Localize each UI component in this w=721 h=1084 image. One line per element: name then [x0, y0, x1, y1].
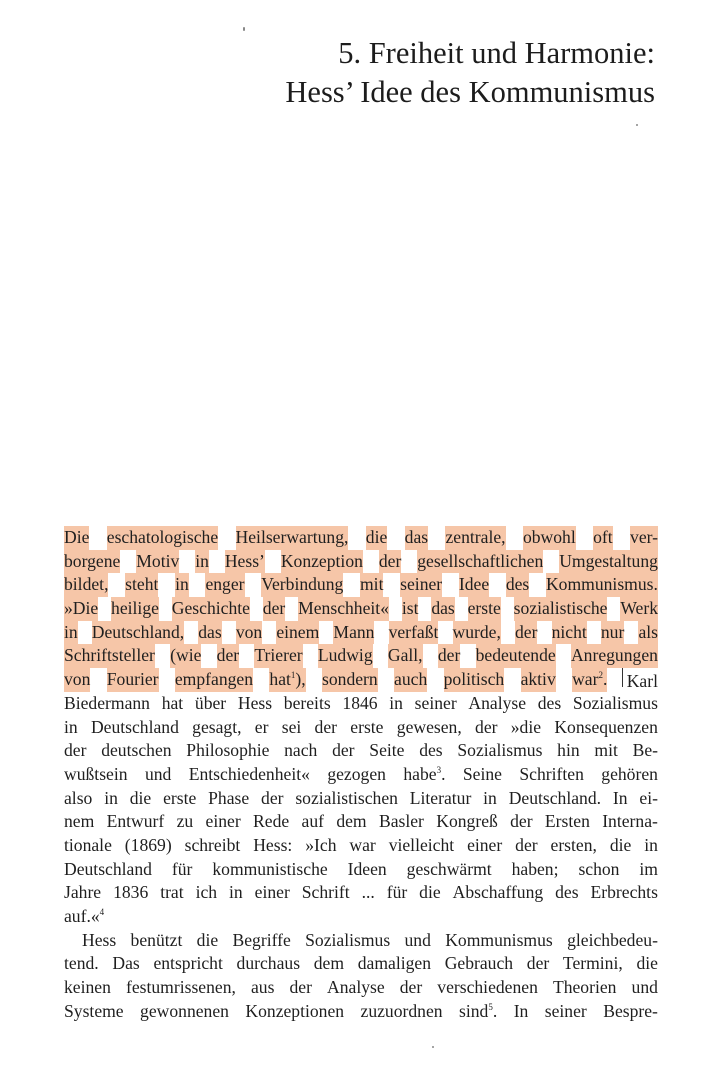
word: die: [609, 834, 632, 855]
word: für: [386, 882, 408, 903]
word: in: [64, 716, 78, 737]
word: der: [515, 621, 537, 645]
word: der: [526, 953, 550, 974]
word: geschwärmt: [406, 858, 492, 879]
text-line: [64, 787, 658, 811]
word: Trierer: [254, 644, 302, 668]
text-line: [64, 763, 658, 787]
word: nem: [64, 811, 95, 832]
word: in: [104, 787, 118, 808]
word: verschiedenen: [437, 977, 538, 998]
chapter-title: [285, 34, 655, 112]
word: gewesen,: [396, 716, 462, 737]
word: der: [332, 740, 355, 761]
word: Schriften: [519, 763, 584, 784]
word: sozialistische: [514, 597, 608, 621]
word: empfangen: [175, 668, 253, 692]
word: Kommunismus: [445, 929, 553, 950]
word: »die: [510, 716, 542, 737]
word: Das: [112, 953, 140, 974]
word: die: [419, 882, 441, 903]
word: der: [314, 716, 338, 737]
word: Konzeption: [281, 550, 363, 574]
text-line: [64, 597, 658, 621]
word: das: [431, 597, 454, 621]
word: Sozialismus: [305, 929, 391, 950]
word: Interna-: [602, 811, 658, 832]
word: war: [349, 834, 376, 855]
word: Philosophie: [186, 740, 270, 761]
text-line: [64, 929, 658, 953]
word: einer: [467, 834, 503, 855]
word: gesellschaftlichen: [417, 550, 543, 574]
word: von: [236, 621, 262, 645]
scan-speck: [636, 124, 638, 126]
word: bereits: [283, 692, 331, 713]
word: in: [644, 834, 658, 855]
word: in: [64, 621, 78, 645]
word: die: [196, 929, 219, 950]
word: Hess’: [225, 550, 265, 574]
word: erste: [350, 716, 384, 737]
word: Fourier: [107, 668, 159, 692]
word: steht: [125, 573, 158, 597]
text-line: [64, 905, 658, 929]
word: des: [555, 882, 579, 903]
text-line: [64, 573, 658, 597]
word: erste: [468, 597, 501, 621]
word: Deutschland.: [508, 787, 602, 808]
word: im: [639, 858, 658, 879]
word: »Ich: [305, 834, 337, 855]
word: Anregungen: [571, 644, 658, 668]
word: durchaus: [236, 953, 301, 974]
word: Kongreß: [436, 811, 498, 832]
word: Seite: [369, 740, 405, 761]
word: ei-: [639, 787, 658, 808]
word: 1836: [113, 882, 149, 903]
word: hin: [557, 740, 580, 761]
word: ist: [402, 597, 419, 621]
word: Analyse: [327, 977, 385, 998]
word: kommunistische: [212, 858, 328, 879]
word: Erbrechts: [590, 882, 658, 903]
word: dem: [336, 811, 367, 832]
word: In: [612, 787, 628, 808]
word: Deutschland: [64, 858, 152, 879]
word: einer: [205, 811, 241, 832]
text-line: [64, 739, 658, 763]
word: der: [217, 644, 239, 668]
word: bildet,: [64, 573, 108, 597]
word: auf.«$^4$: [64, 906, 105, 926]
word: zentrale,: [445, 526, 505, 550]
word: sei: [281, 716, 302, 737]
word: mit: [594, 740, 618, 761]
word: aus: [250, 977, 275, 998]
word: seiner: [544, 1000, 587, 1021]
word: Gall,: [388, 644, 423, 668]
text-line: [64, 716, 658, 740]
word: Deutschland,: [92, 621, 184, 645]
text-line: [64, 976, 658, 1000]
word: Umgestaltung: [559, 550, 658, 574]
word: in: [483, 787, 497, 808]
text-line: [64, 810, 658, 834]
word: ver-: [630, 526, 658, 550]
word: in: [175, 573, 189, 597]
word: wußtsein: [64, 763, 128, 784]
word: der: [515, 834, 538, 855]
word: bedeutende: [476, 644, 556, 668]
word: der: [263, 597, 285, 621]
text-line: [64, 644, 658, 668]
word: des: [419, 740, 443, 761]
word: er: [254, 716, 269, 737]
word: enger: [205, 573, 244, 597]
word: Abschaffung: [452, 882, 544, 903]
word: in: [195, 550, 209, 574]
word: des: [506, 573, 529, 597]
word: also: [64, 787, 93, 808]
word: nur: [601, 621, 624, 645]
word: (1869): [124, 834, 172, 855]
word: Entwurf: [106, 811, 165, 832]
word: das: [198, 621, 221, 645]
text-line: [64, 834, 658, 858]
word: seiner: [414, 692, 457, 713]
word: sozialistischen: [295, 787, 398, 808]
word: einer: [254, 882, 290, 903]
word: Kommunismus.: [546, 573, 658, 597]
word: die: [636, 953, 658, 974]
word: Geschichte: [172, 597, 250, 621]
word: Konzeptionen: [245, 1000, 345, 1021]
word: der: [399, 977, 423, 998]
word: gezogen: [327, 763, 386, 784]
word: dem: [313, 953, 345, 974]
word: vielleicht: [388, 834, 455, 855]
word: Motiv: [136, 550, 179, 574]
word: oft: [593, 526, 613, 550]
text-line: [64, 526, 658, 550]
word: die: [129, 787, 152, 808]
word: auch: [394, 668, 427, 692]
word: verfaßt: [389, 621, 439, 645]
word: für: [171, 858, 193, 879]
word: der: [379, 550, 401, 574]
word: Sozialismus: [572, 692, 658, 713]
word: das: [405, 526, 428, 550]
word: Ersten: [544, 811, 590, 832]
text-line: [64, 550, 658, 574]
word: »Die: [64, 597, 98, 621]
word: Theorien: [552, 977, 617, 998]
word: Idee: [459, 573, 489, 597]
word: der: [475, 716, 498, 737]
word: als: [638, 621, 658, 645]
scan-speck: [243, 27, 245, 31]
text-line: [64, 881, 658, 905]
word: Heilserwartung,: [236, 526, 349, 550]
word: hat$^1$),: [269, 668, 305, 692]
paragraph: [64, 929, 658, 1024]
word: Hess: [82, 929, 117, 950]
word: Konsequenzen: [554, 716, 658, 737]
word: Jahre: [64, 882, 102, 903]
word: eschatologische: [107, 526, 218, 550]
word: erste: [163, 787, 197, 808]
word: Schriftsteller: [64, 644, 155, 668]
word: und: [144, 763, 172, 784]
word: der: [289, 977, 312, 998]
word: Seine: [462, 763, 502, 784]
word: ...: [361, 882, 375, 903]
word: tionale: [64, 834, 112, 855]
word: hat: [161, 692, 184, 713]
word: gewonnenen: [140, 1000, 229, 1021]
text-line: [64, 1000, 658, 1024]
word: Biedermann: [64, 692, 150, 713]
word: nach: [284, 740, 318, 761]
word: keinen: [64, 977, 111, 998]
word: In: [513, 1000, 529, 1021]
word: aktiv: [521, 668, 556, 692]
word: zu: [176, 811, 194, 832]
text-line: [64, 952, 658, 976]
word: über: [194, 692, 227, 713]
cursor-group: [624, 668, 658, 692]
word: Werk: [620, 597, 658, 621]
word: von: [64, 668, 90, 692]
word: Karl: [626, 671, 658, 692]
word: gehören: [601, 763, 658, 784]
word: Begriffe: [232, 929, 291, 950]
word: der: [510, 811, 533, 832]
word: obwohl: [523, 526, 576, 550]
word: Phase: [208, 787, 250, 808]
text-line: [64, 858, 658, 882]
paragraph: [64, 526, 658, 929]
word: haben;: [511, 858, 559, 879]
word: (wie: [170, 644, 201, 668]
word: und: [631, 977, 658, 998]
word: in: [389, 692, 403, 713]
text-line: [64, 621, 658, 645]
word: Hess:: [253, 834, 293, 855]
word: 1846: [342, 692, 378, 713]
chapter-title-line-2: Hess’ Idee des Kommunismus: [285, 75, 655, 109]
word: Deutschland: [90, 716, 179, 737]
word: deutschen: [101, 740, 172, 761]
body-text[interactable]: [64, 526, 658, 1023]
word: Schrift: [301, 882, 350, 903]
word: und: [404, 929, 431, 950]
word: war$^2$.: [572, 668, 607, 692]
word: Rede: [253, 811, 290, 832]
word: Ideen: [347, 858, 387, 879]
word: zuzuordnen: [360, 1000, 443, 1021]
word: seiner: [400, 573, 442, 597]
word: trat: [160, 882, 184, 903]
word: damaligen: [357, 953, 431, 974]
word: mit: [360, 573, 383, 597]
word: sind$^5$.: [459, 1000, 498, 1021]
word: der: [261, 787, 284, 808]
word: auf: [301, 811, 324, 832]
word: Entschiedenheit«: [188, 763, 310, 784]
word: Die: [64, 526, 89, 550]
word: benützt: [130, 929, 183, 950]
word: nicht: [552, 621, 587, 645]
word: Hess: [237, 692, 273, 713]
word: entspricht: [153, 953, 223, 974]
word: der: [438, 644, 460, 668]
word: Termini,: [562, 953, 623, 974]
word: die: [366, 526, 388, 550]
word: Bespre-: [603, 1000, 658, 1021]
word: ersten,: [550, 834, 597, 855]
word: Mann: [333, 621, 374, 645]
word: Analyse: [468, 692, 527, 713]
word: Literatur: [409, 787, 472, 808]
word: Systeme: [64, 1000, 124, 1021]
word: schreibt: [184, 834, 241, 855]
word: tend.: [64, 953, 99, 974]
word: der: [64, 740, 87, 761]
word: gesagt,: [192, 716, 242, 737]
word: in: [229, 882, 243, 903]
word: des: [537, 692, 562, 713]
scan-speck: [432, 1046, 434, 1048]
text-line: [64, 668, 658, 692]
word: Basler: [378, 811, 424, 832]
word: Gebrauch: [444, 953, 514, 974]
word: gleichbedeu-: [567, 929, 658, 950]
word: einem: [276, 621, 319, 645]
word: habe$^3$.: [403, 763, 446, 784]
word: ich: [195, 882, 218, 903]
word: Verbindung: [261, 573, 343, 597]
text-line: [64, 692, 658, 716]
word: heilige: [111, 597, 159, 621]
word: borgene: [64, 550, 120, 574]
chapter-title-line-1: 5. Freiheit und Harmonie:: [338, 36, 655, 70]
word: festumrissenen,: [125, 977, 236, 998]
word: Menschheit«: [298, 597, 389, 621]
word: Sozialismus: [457, 740, 543, 761]
text-cursor: [622, 668, 623, 687]
word: Ludwig: [318, 644, 373, 668]
word: wurde,: [453, 621, 501, 645]
word: schon: [578, 858, 620, 879]
word: politisch: [444, 668, 505, 692]
word: sondern: [322, 668, 378, 692]
word: Be-: [632, 740, 658, 761]
